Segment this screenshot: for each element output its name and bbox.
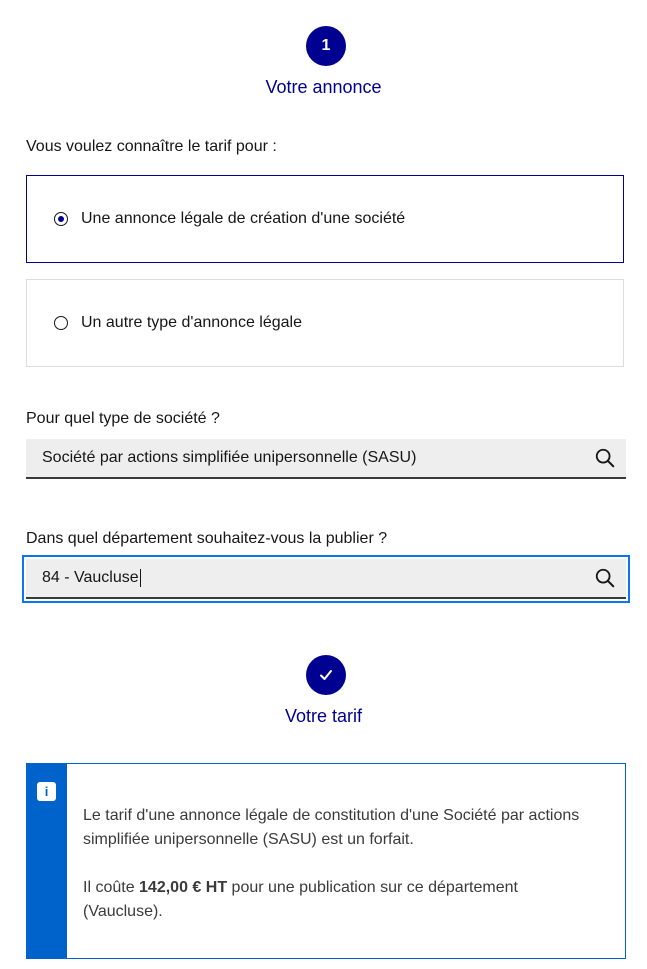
step-1-title: Votre annonce — [265, 77, 382, 97]
info-paragraph-2 — [83, 876, 593, 924]
tarif-info-callout — [26, 763, 626, 959]
price-value: 142,00 € HT — [139, 879, 228, 896]
company-type-select[interactable] — [26, 439, 626, 479]
radio-label-other: Un autre type d'annonce légale — [81, 314, 302, 331]
info-band — [27, 764, 67, 958]
step-2-title: Votre tarif — [284, 706, 363, 726]
text-caret — [140, 569, 141, 587]
info-paragraph-1: Le tarif d'une annonce légale de constitution d'une Société par actions simplifiée unipersonnelle (SASU) est un forfait. — [83, 807, 580, 848]
info-text — [83, 804, 593, 948]
radio-button-checked[interactable] — [54, 212, 68, 226]
search-icon[interactable] — [594, 447, 616, 469]
checkmark-icon — [318, 667, 334, 683]
info-icon: i — [37, 782, 56, 801]
step-1-number: 1 — [321, 37, 331, 54]
search-icon[interactable] — [594, 567, 616, 589]
radio-button-unchecked[interactable] — [54, 316, 68, 330]
company-type-label: Pour quel type de société ? — [26, 410, 220, 427]
step-1-badge — [306, 26, 346, 66]
department-value-text: 84 - Vaucluse — [42, 569, 139, 587]
department-input[interactable] — [26, 559, 626, 599]
radio-option-creation[interactable] — [26, 175, 624, 263]
info-p2-after: pour une publication sur ce département (Vaucluse). — [83, 879, 518, 920]
department-input-value — [42, 569, 594, 587]
info-p2-before: Il coûte — [83, 879, 140, 896]
radio-option-other[interactable] — [26, 279, 624, 367]
tarif-question: Vous voulez connaître le tarif pour : — [26, 138, 277, 155]
radio-label-creation: Une annonce légale de création d'une société — [81, 210, 406, 227]
company-type-value: Société par actions simplifiée unipersonnelle (SASU) — [42, 449, 417, 466]
step-2-badge — [306, 655, 346, 695]
department-label: Dans quel département souhaitez-vous la publier ? — [26, 530, 388, 547]
